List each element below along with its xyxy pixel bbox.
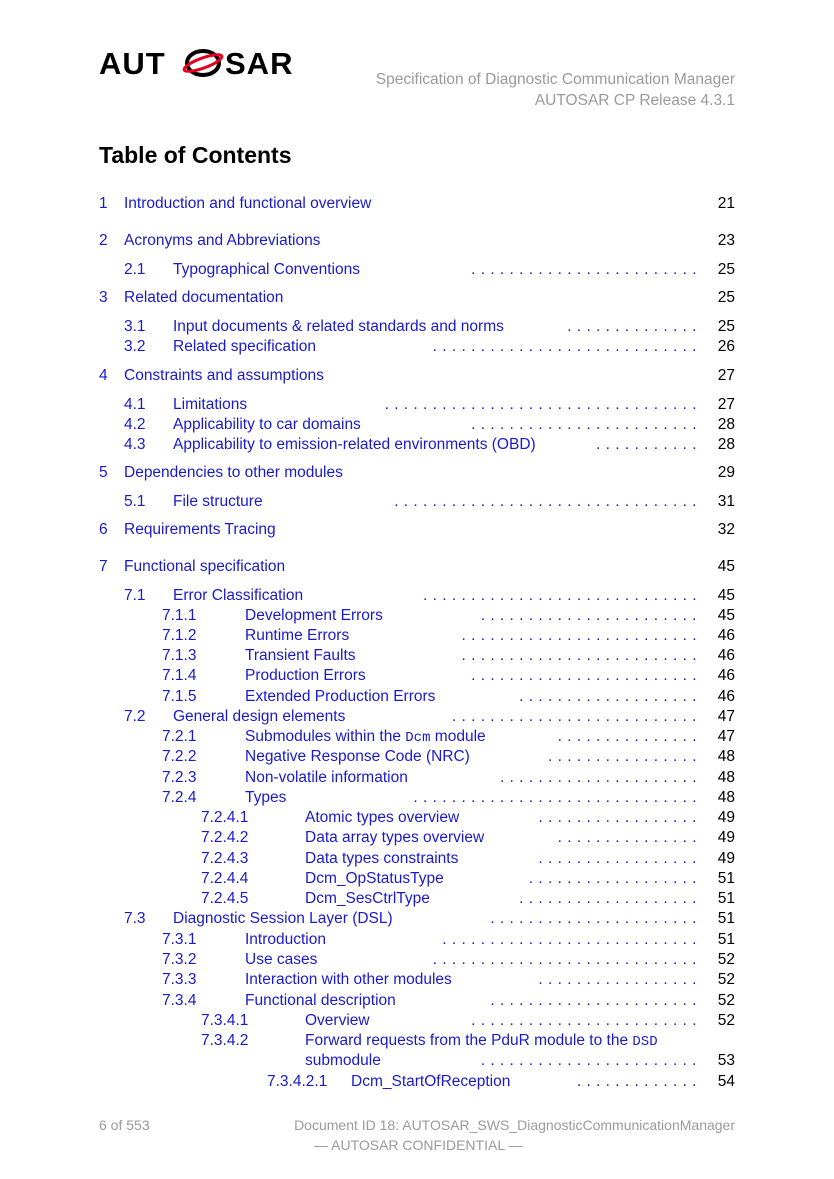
toc-entry-title: Types	[245, 789, 287, 806]
toc-entry-number: 5.1	[124, 493, 146, 510]
toc-entry-number: 4.2	[124, 416, 146, 433]
toc-leader-dots: . . . . . . . . . . . . . . . . . . . . . . . . . . . . .	[423, 587, 697, 604]
toc-leader-dots: . . . . . . . . . . . . . . . . .	[538, 809, 697, 826]
toc-entry-title: Extended Production Errors	[245, 688, 436, 705]
toc-leader-dots: . . . . . . . . . . . . . . . . . . . . . . . . . . . . . .	[413, 789, 697, 806]
toc-entry-number: 7.2	[124, 708, 146, 725]
toc-entry-title: Requirements Tracing	[124, 521, 276, 538]
toc-entry[interactable]	[0, 520, 834, 540]
toc-entry-number: 7.3.2	[162, 951, 197, 968]
toc-leader-dots: . . . . . . . . . . . . . . . . . . . . . . . . .	[461, 627, 697, 644]
toc-leader-dots: . . . . . . . . . . . . .	[576, 1073, 697, 1090]
toc-entry-page: 54	[717, 1073, 735, 1090]
toc-entry[interactable]	[0, 1072, 834, 1092]
document-id: Document ID 18: AUTOSAR_SWS_DiagnosticCommunicationManager	[294, 1117, 735, 1133]
toc-entry-title: Constraints and assumptions	[124, 367, 324, 384]
toc-entry-page: 32	[717, 521, 735, 538]
toc-leader-dots: . . . . . . . . . . . . . . . . . . .	[519, 688, 697, 705]
toc-entry-number: 7.3.1	[162, 931, 197, 948]
toc-entry-page: 51	[717, 910, 735, 927]
toc-leader-dots: . . . . . . . . . . . . . . . . . . . . . . .	[480, 1052, 697, 1069]
toc-entry-page: 52	[717, 1012, 735, 1029]
toc-entry-number: 7.2.4	[162, 789, 197, 806]
toc-entry[interactable]	[0, 626, 834, 646]
code-identifier: Dcm	[405, 730, 431, 746]
page-number: 6 of 553	[99, 1117, 150, 1133]
toc-entry-number: 7.2.4.2	[201, 829, 249, 846]
toc-entry-number: 3.1	[124, 318, 146, 335]
toc-entry-page: 29	[717, 464, 735, 481]
toc-entry-title: Related documentation	[124, 289, 284, 306]
toc-entry-page: 52	[717, 992, 735, 1009]
toc-entry[interactable]	[0, 991, 834, 1011]
toc-entry-number: 7	[99, 558, 108, 575]
toc-entry[interactable]	[0, 768, 834, 788]
toc-entry-title: Production Errors	[245, 667, 366, 684]
toc-entry-number: 7.2.2	[162, 748, 197, 765]
toc-leader-dots: . . . . . . . . . . . . . . . .	[548, 748, 697, 765]
toc-leader-dots: . . . . . . . . . . . . . . . . . . . . . . . .	[471, 667, 697, 684]
toc-entry-page: 48	[717, 789, 735, 806]
toc-entry[interactable]	[0, 707, 834, 727]
toc-entry[interactable]	[0, 849, 834, 869]
toc-entry-page: 31	[717, 493, 735, 510]
toc-entry-number: 7.3.3	[162, 971, 197, 988]
toc-entry-number: 7.2.1	[162, 728, 197, 745]
toc-entry-title: General design elements	[173, 708, 346, 725]
toc-entry[interactable]	[0, 557, 834, 577]
toc-entry-page: 26	[717, 338, 735, 355]
toc-entry-page: 45	[717, 607, 735, 624]
toc-entry-page: 52	[717, 951, 735, 968]
toc-entry-title: Functional description	[245, 992, 396, 1009]
toc-entry[interactable]	[0, 788, 834, 808]
toc-entry-page: 46	[717, 647, 735, 664]
toc-entry-page: 49	[717, 809, 735, 826]
toc-leader-dots: . . . . . . . . . . . . . . . . . . . . .	[499, 769, 697, 786]
toc-entry[interactable]	[0, 288, 834, 308]
toc-leader-dots: . . . . . . . . . . . . . . . . . . . . . . . . . . . .	[432, 951, 697, 968]
toc-entry-title: Related specification	[173, 338, 317, 355]
toc-entry-number: 7.1.5	[162, 688, 197, 705]
toc-entry-page: 46	[717, 688, 735, 705]
toc-leader-dots: . . . . . . . . . . . . . . .	[557, 829, 697, 846]
toc-leader-dots: . . . . . . . . . . . . . . . . . . . . . . . . . . . . . . . . .	[384, 396, 697, 413]
toc-entry-number: 4.3	[124, 436, 146, 453]
toc-entry-number: 7.1	[124, 587, 146, 604]
toc-entry-page: 49	[717, 829, 735, 846]
toc-entry[interactable]	[0, 231, 834, 251]
toc-entry-number: 3	[99, 289, 108, 306]
toc-entry[interactable]	[0, 808, 834, 828]
toc-entry[interactable]	[0, 337, 834, 357]
toc-leader-dots: . . . . . . . . . . . . . . . . . . . . . .	[490, 992, 697, 1009]
toc-entry-title: Acronyms and Abbreviations	[124, 232, 321, 249]
toc-entry-page: 51	[717, 870, 735, 887]
toc-entry-number: 7.1.1	[162, 607, 197, 624]
toc-entry-page: 28	[717, 436, 735, 453]
toc-entry-number: 7.3.4.2	[201, 1032, 249, 1049]
toc-entry[interactable]	[0, 317, 834, 337]
toc-entry-number: 1	[99, 195, 108, 212]
release-label: AUTOSAR CP Release 4.3.1	[534, 92, 735, 109]
toc-leader-dots: . . . . . . . . . . . . . . . . . . . . . . . . . . .	[442, 931, 697, 948]
toc-entry-page: 21	[717, 195, 735, 212]
toc-leader-dots: . . . . . . . . . . . . . . . . . .	[528, 870, 697, 887]
toc-entry-title: Applicability to emission-related environments (OBD)	[173, 436, 536, 453]
toc-entry-number: 7.1.4	[162, 667, 197, 684]
toc-entry-title: Transient Faults	[245, 647, 356, 664]
toc-entry-number: 5	[99, 464, 108, 481]
code-identifier: DSD	[632, 1034, 658, 1050]
toc-entry-title: Runtime Errors	[245, 627, 350, 644]
toc-entry-number: 7.3	[124, 910, 146, 927]
toc-entry-number: 2.1	[124, 261, 146, 278]
toc-entry-number: 7.3.4.1	[201, 1012, 249, 1029]
toc-entry[interactable]	[0, 606, 834, 626]
toc-leader-dots: . . . . . . . . . . . . . . . . .	[538, 850, 697, 867]
toc-entry-number: 7.2.4.4	[201, 870, 249, 887]
toc-entry[interactable]	[0, 415, 834, 435]
toc-entry-page: 52	[717, 971, 735, 988]
toc-entry[interactable]	[0, 828, 834, 848]
toc-entry-page: 27	[717, 396, 735, 413]
toc-leader-dots: . . . . . . . . . . . . . . . . . . . . . . . .	[471, 416, 697, 433]
toc-leader-dots: . . . . . . . . . . . . . . . . . . .	[519, 890, 697, 907]
toc-entry-title: Applicability to car domains	[173, 416, 361, 433]
toc-entry-number: 7.2.3	[162, 769, 197, 786]
toc-entry-page: 51	[717, 931, 735, 948]
toc-entry[interactable]	[0, 1031, 834, 1051]
toc-entry-number: 2	[99, 232, 108, 249]
toc-leader-dots: . . . . . . . . . . .	[596, 436, 697, 453]
toc-entry-number: 7.1.3	[162, 647, 197, 664]
toc-leader-dots: . . . . . . . . . . . . . . . . . . . . . . . . . . . . . . . .	[394, 493, 697, 510]
toc-entry[interactable]	[0, 1011, 834, 1031]
toc-entry[interactable]	[0, 909, 834, 929]
toc-entry-continuation[interactable]	[0, 1051, 834, 1071]
toc-entry[interactable]	[0, 586, 834, 606]
toc-entry-title: Introduction and functional overview	[124, 195, 372, 212]
toc-leader-dots: . . . . . . . . . . . . . . .	[557, 728, 697, 745]
toc-entry-title: Non-volatile information	[245, 769, 408, 786]
toc-entry[interactable]	[0, 687, 834, 707]
toc-entry-title: Interaction with other modules	[245, 971, 452, 988]
toc-entry[interactable]	[0, 727, 834, 747]
toc-leader-dots: . . . . . . . . . . . . . . . . . . . . . . . . . .	[451, 708, 697, 725]
toc-entry-title: Introduction	[245, 931, 326, 948]
toc-entry-title: Atomic types overview	[305, 809, 460, 826]
toc-entry-title: Overview	[305, 1012, 370, 1029]
toc-entry-title: Typographical Conventions	[173, 261, 360, 278]
toc-entry-page: 48	[717, 769, 735, 786]
svg-text:AUT: AUT	[99, 48, 166, 78]
toc-entry-title: Dependencies to other modules	[124, 464, 343, 481]
toc-leader-dots: . . . . . . . . . . . . . . . . .	[538, 971, 697, 988]
toc-entry-page: 46	[717, 627, 735, 644]
toc-leader-dots: . . . . . . . . . . . . . .	[567, 318, 697, 335]
toc-entry-title: Use cases	[245, 951, 318, 968]
toc-entry-page: 23	[717, 232, 735, 249]
toc-entry[interactable]	[0, 747, 834, 767]
toc-entry[interactable]	[0, 395, 834, 415]
toc-entry[interactable]	[0, 435, 834, 455]
toc-entry[interactable]	[0, 492, 834, 512]
toc-entry-title: Limitations	[173, 396, 248, 413]
toc-entry[interactable]	[0, 260, 834, 280]
toc-leader-dots: . . . . . . . . . . . . . . . . . . . . . .	[490, 910, 697, 927]
toc-entry-number: 7.2.4.3	[201, 850, 249, 867]
toc-entry-title: Dcm_SesCtrlType	[305, 890, 430, 907]
toc-entry[interactable]	[0, 666, 834, 686]
toc-entry-page: 49	[717, 850, 735, 867]
toc-entry-number: 7.1.2	[162, 627, 197, 644]
toc-entry-number: 4.1	[124, 396, 146, 413]
toc-entry-page: 25	[717, 289, 735, 306]
toc-entry-page: 27	[717, 367, 735, 384]
toc-entry[interactable]	[0, 194, 834, 214]
toc-entry-title: Submodules within the Dcm module	[245, 728, 486, 746]
confidential-label: — AUTOSAR CONFIDENTIAL —	[314, 1137, 523, 1153]
toc-leader-dots: . . . . . . . . . . . . . . . . . . . . . . . . . . . .	[432, 338, 697, 355]
toc-entry-page: 47	[717, 728, 735, 745]
toc-entry-title: Diagnostic Session Layer (DSL)	[173, 910, 393, 927]
toc-entry-title: Data array types overview	[305, 829, 485, 846]
toc-entry-page: 51	[717, 890, 735, 907]
toc-entry-title: File structure	[173, 493, 263, 510]
toc-entry-title: Dcm_OpStatusType	[305, 870, 444, 887]
toc-entry-title: Data types constraints	[305, 850, 459, 867]
toc-entry-title: Error Classification	[173, 587, 304, 604]
toc-entry[interactable]	[0, 646, 834, 666]
toc-entry[interactable]	[0, 970, 834, 990]
toc-leader-dots: . . . . . . . . . . . . . . . . . . . . . . . . .	[461, 647, 697, 664]
toc-entry-number: 7.2.4.5	[201, 890, 249, 907]
toc-entry-number: 7.2.4.1	[201, 809, 249, 826]
toc-entry-number: 7.3.4.2.1	[267, 1073, 328, 1090]
toc-leader-dots: . . . . . . . . . . . . . . . . . . . . . . . .	[471, 261, 697, 278]
toc-entry-number: 7.3.4	[162, 992, 197, 1009]
toc-entry-page: 28	[717, 416, 735, 433]
toc-entry-page: 25	[717, 261, 735, 278]
toc-entry-number: 6	[99, 521, 108, 538]
toc-entry[interactable]	[0, 366, 834, 386]
toc-entry-page: 46	[717, 667, 735, 684]
toc-entry-title: submodule	[305, 1052, 381, 1069]
toc-entry-title: Dcm_StartOfReception	[351, 1073, 511, 1090]
toc-entry-page: 53	[717, 1052, 735, 1069]
toc-entry-page: 48	[717, 748, 735, 765]
toc-entry-title: Negative Response Code (NRC)	[245, 748, 470, 765]
spec-title: Specification of Diagnostic Communication Manager	[375, 71, 735, 88]
toc-entry-title: Development Errors	[245, 607, 383, 624]
toc-entry-page: 47	[717, 708, 735, 725]
page-title: Table of Contents	[99, 142, 292, 168]
toc-leader-dots: . . . . . . . . . . . . . . . . . . . . . . . .	[471, 1012, 697, 1029]
toc-entry-number: 3.2	[124, 338, 146, 355]
toc-entry-title: Input documents & related standards and norms	[173, 318, 504, 335]
toc-entry-number: 4	[99, 367, 108, 384]
toc-entry[interactable]	[0, 463, 834, 483]
toc-entry[interactable]	[0, 950, 834, 970]
toc-entry-page: 45	[717, 587, 735, 604]
toc-entry-page: 45	[717, 558, 735, 575]
toc-entry[interactable]	[0, 930, 834, 950]
toc-entry-page: 25	[717, 318, 735, 335]
toc-leader-dots: . . . . . . . . . . . . . . . . . . . . . . .	[480, 607, 697, 624]
toc-entry-title: Functional specification	[124, 558, 286, 575]
toc-entry-title: Forward requests from the PduR module to the DSD	[305, 1032, 658, 1050]
toc-entry[interactable]	[0, 869, 834, 889]
svg-text:SAR: SAR	[225, 48, 294, 78]
toc-entry[interactable]	[0, 889, 834, 909]
